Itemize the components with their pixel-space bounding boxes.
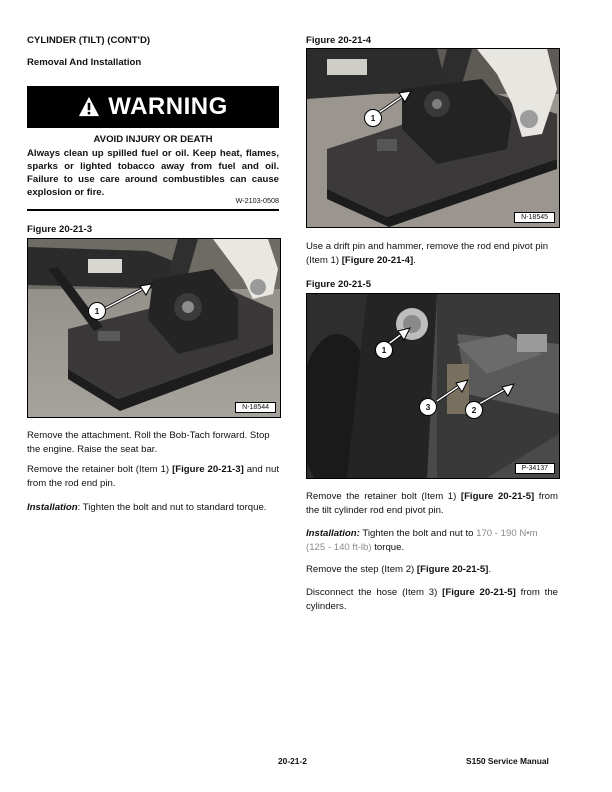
figure-photo-5 [306, 293, 560, 479]
callout-2: 2 [465, 401, 483, 419]
paragraph-remove-step: Remove the step (Item 2) [Figure 20-21-5]. [306, 564, 492, 575]
callout-1: 1 [88, 302, 106, 320]
warning-code: W-2103-0508 [235, 196, 279, 205]
paragraph-installation-left: Installation: Tighten the bolt and nut to standard torque. [27, 502, 267, 513]
subsection-title: Removal And Installation [27, 57, 142, 68]
warning-divider [27, 209, 279, 211]
figure-ref-20-21-5: [Figure 20-21-5] [460, 491, 535, 502]
figure-5-image [307, 294, 559, 478]
figure-code-3: N-18544 [235, 402, 276, 413]
paragraph-remove-pivot-pin: Use a drift pin and hammer, remove the rod end pivot pin (Item 1) [Figure 20-21-4]. [306, 241, 549, 266]
figure-photo-4 [306, 48, 560, 228]
paragraph-remove-retainer-bolt: Remove the retainer bolt (Item 1) [Figure 20-21-3] and nut from the rod end pin. [27, 464, 279, 489]
callout-1: 1 [375, 341, 393, 359]
warning-banner [27, 86, 279, 128]
callout-1: 1 [364, 109, 382, 127]
paragraph-remove-retainer-bolt-right: Remove the retainer bolt (Item 1) [Figure 20-21-5] from the tilt cylinder rod end pivot pin. [306, 491, 558, 516]
figure-ref-20-21-3: [Figure 20-21-3] [172, 464, 244, 475]
figure-3-image [28, 239, 280, 417]
installation-label: Installation: [306, 528, 360, 539]
figure-photo-3 [27, 238, 281, 418]
callout-3: 3 [419, 398, 437, 416]
installation-label: Installation [27, 502, 78, 513]
page-number: 20-21-2 [278, 756, 307, 766]
paragraph-remove-attachment: Remove the attachment. Roll the Bob-Tach forward. Stop the engine. Raise the seat bar. [27, 430, 270, 455]
figure-caption-5: Figure 20-21-5 [306, 279, 372, 290]
paragraph-disconnect-hose: Disconnect the hose (Item 3) [Figure 20-21-5] from the cylinders. [306, 587, 558, 612]
paragraph-installation-right: Installation: Tighten the bolt and nut to 170 - 190 N•m (125 - 140 ft-lb) torque. [306, 528, 538, 553]
manual-title: S150 Service Manual [466, 756, 549, 766]
figure-ref-20-21-5: [Figure 20-21-5] [416, 564, 489, 575]
warning-body: Always clean up spilled fuel or oil. Keep heat, flames, sparks or lighted tobacco away from fuel and oil. Failure to use care around combustibles can cause explosion or fire. [27, 148, 279, 198]
figure-code-5: P-34137 [515, 463, 555, 474]
figure-caption-4: Figure 20-21-4 [306, 35, 372, 46]
figure-ref-20-21-4: [Figure 20-21-4] [341, 255, 414, 266]
figure-ref-20-21-5: [Figure 20-21-5] [442, 587, 516, 598]
section-title: CYLINDER (TILT) (CONT'D) [27, 35, 151, 46]
warning-triangle-icon [78, 96, 100, 118]
figure-4-image [307, 49, 559, 227]
warning-word: WARNING [108, 93, 228, 120]
torque-value: 170 - 190 N•m (125 - 140 ft-lb) [306, 528, 538, 553]
figure-code-4: N-18545 [514, 212, 555, 223]
warning-heading: AVOID INJURY OR DEATH [93, 134, 213, 145]
figure-caption-3: Figure 20-21-3 [27, 224, 93, 235]
